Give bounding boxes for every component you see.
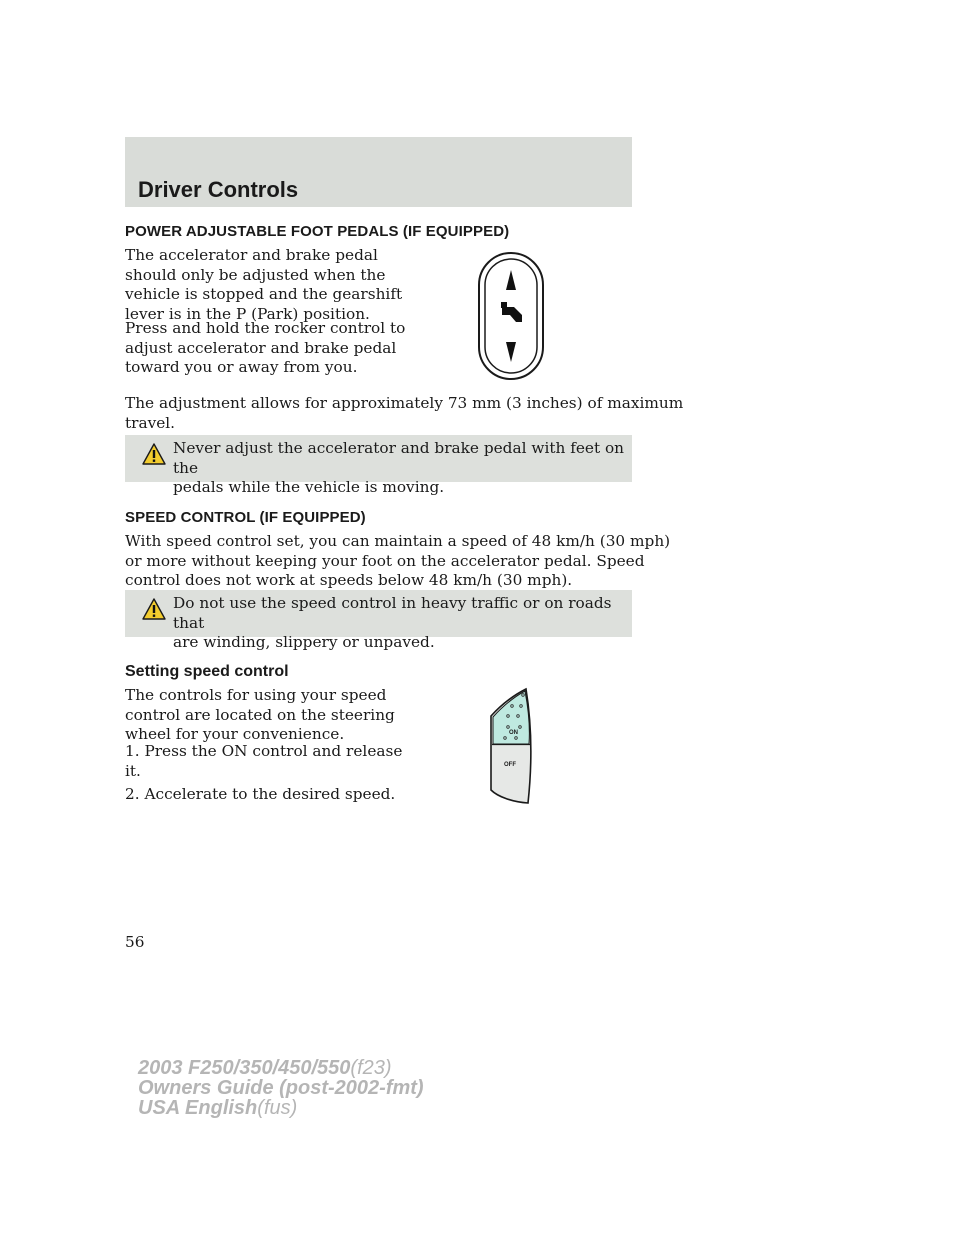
- pedals-paragraph-3: The adjustment allows for approximately 73 mm (3 inches) of maximum travel.: [125, 394, 684, 432]
- speed-control-warning-text: Do not use the speed control in heavy traffic or on roads that are winding, slippery or unpaved.: [173, 594, 612, 651]
- warning-icon: [142, 443, 166, 465]
- page-number: 56: [125, 933, 145, 951]
- pedals-heading: POWER ADJUSTABLE FOOT PEDALS (IF EQUIPPED): [125, 223, 510, 240]
- pedal-rocker-control-illustration: [476, 250, 546, 382]
- warning-icon: [142, 598, 166, 620]
- pedals-warning-text: Never adjust the accelerator and brake pedal with feet on the pedals while the vehicle is moving.: [173, 439, 625, 496]
- speed-control-on-label: ON: [509, 730, 518, 736]
- speed-control-off-label: OFF: [504, 762, 516, 768]
- speed-control-switch-illustration: [488, 686, 536, 806]
- setting-speed-control-subheading: Setting speed control: [125, 663, 289, 680]
- footer-guide-line: Owners Guide (post-2002-fmt): [138, 1077, 424, 1099]
- step-2: 2. Accelerate to the desired speed.: [125, 785, 396, 803]
- speed-control-warning-box: [125, 590, 632, 651]
- speed-control-heading: SPEED CONTROL (IF EQUIPPED): [125, 509, 366, 526]
- pedals-warning-box: [125, 435, 632, 496]
- step-1: 1. Press the ON control and release it.: [125, 742, 403, 780]
- footer-model-line: 2003 F250/350/450/550(f23): [138, 1057, 392, 1079]
- speed-control-paragraph-1: With speed control set, you can maintain a speed of 48 km/h (30 mph) or more without keeping your foot on the accelerator pedal. Speed control does not work at speeds below 48 km/h (30 mph).: [125, 532, 671, 589]
- setting-speed-control-paragraph: The controls for using your speed control are located on the steering wheel for your convenience.: [125, 686, 395, 743]
- footer-language-line: USA English(fus): [138, 1097, 298, 1119]
- section-title: Driver Controls: [138, 177, 299, 202]
- pedals-paragraph-1: The accelerator and brake pedal should only be adjusted when the vehicle is stopped and the gearshift lever is in the P (Park) position.: [125, 246, 403, 323]
- pedals-paragraph-2: Press and hold the rocker control to adjust accelerator and brake pedal toward you or away from you.: [125, 319, 406, 376]
